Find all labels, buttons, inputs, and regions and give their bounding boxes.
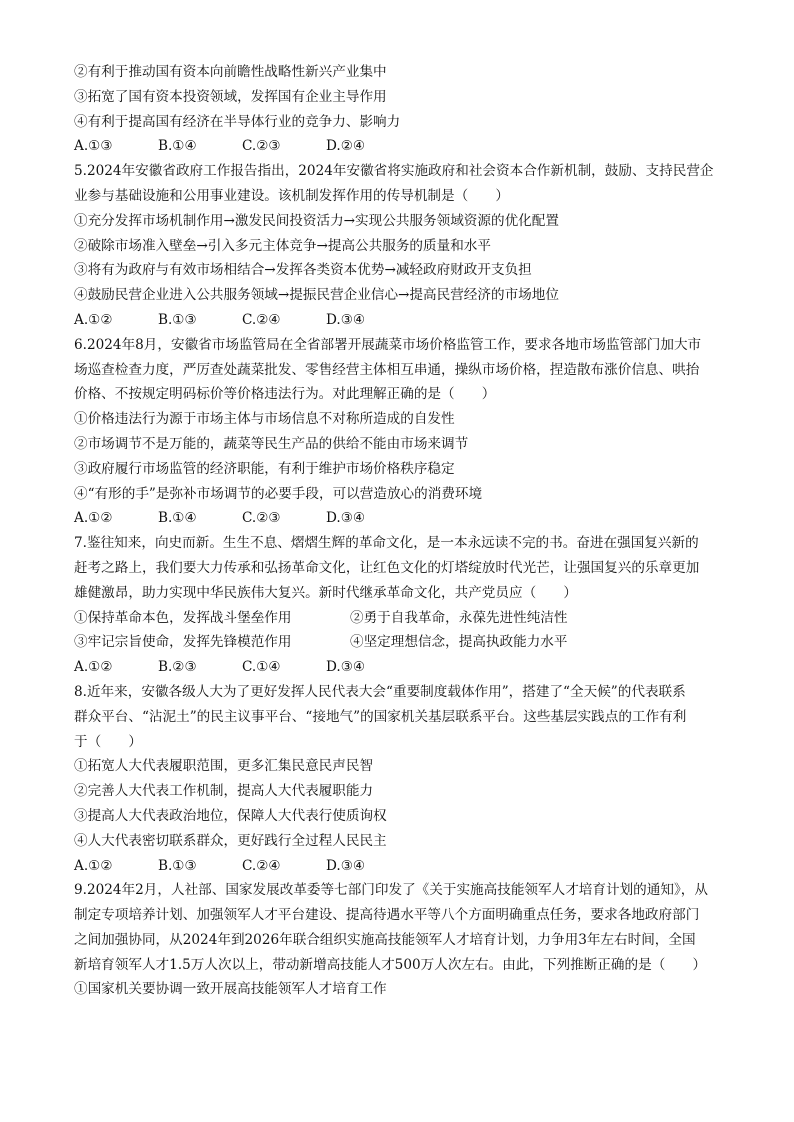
- choice-item: ④鼓励民营企业进入公共服务领域→提振民营企业信心→提高民营经济的市场地位: [74, 287, 559, 304]
- choice-item: ①价格违法行为源于市场主体与市场信息不对称所造成的自发性: [74, 411, 455, 428]
- question-stem: 之间加强协同，从2024年到2026年联合组织实施高技能领军人才培育计划，力争用3年左右时间，全国: [74, 931, 696, 948]
- option-d: D.③④: [326, 857, 366, 874]
- choice-item: ③将有为政府与有效市场相结合→发挥各类资本优势→减轻政府财政开支负担: [74, 262, 532, 279]
- choice-item: ①充分发挥市场机制作用→激发民间投资活力→实现公共服务领域资源的优化配置: [74, 212, 559, 229]
- choice-item: ①拓宽人大代表履职范围，更多汇集民意民声民智: [74, 758, 374, 775]
- choice-row: [74, 606, 724, 631]
- question-8: [74, 680, 724, 878]
- question-stem: 价格、不按规定明码标价等价格违法行为。对此理解正确的是（ ）: [74, 386, 496, 403]
- option-d: D.③④: [326, 311, 366, 328]
- choice-item: ④人大代表密切联系群众，更好践行全过程人民民主: [74, 832, 387, 849]
- question-7: [74, 531, 724, 680]
- option-b: B.①③: [158, 311, 197, 328]
- question-5: [74, 159, 724, 333]
- choice-item: ③提高人大代表政治地位，保障人大代表行使质询权: [74, 807, 387, 824]
- exam-page: [74, 60, 724, 1002]
- option-b: B.②③: [158, 659, 197, 676]
- option-b: B.①④: [158, 138, 197, 155]
- question-stem: 于（ ）: [74, 733, 142, 750]
- choice-item: ④有利于提高国有经济在半导体行业的竞争力、影响力: [74, 113, 401, 130]
- question-9: [74, 878, 724, 1002]
- option-d: D.②④: [326, 138, 366, 155]
- choice-item: ②勇于自我革命，永葆先进性纯洁性: [350, 609, 568, 626]
- question-stem: 8.近年来，安徽各级人大为了更好发挥人民代表大会“重要制度载体作用”，搭建了“全天候”的代表联系: [74, 683, 686, 700]
- choice-item: ①国家机关要协调一致开展高技能领军人才培育工作: [74, 981, 387, 998]
- option-c: C.②③: [242, 510, 281, 527]
- option-a: A.①②: [74, 311, 113, 328]
- option-a: A.①③: [74, 138, 113, 155]
- question-stem: 赶考之路上，我们要大力传承和弘扬革命文化，让红色文化的灯塔绽放时代光芒，让强国复兴的乐章更加: [74, 559, 700, 576]
- option-d: D.③④: [326, 659, 366, 676]
- question-stem: 9.2024年2月，人社部、国家发展改革委等七部门印发了《关于实施高技能领军人才培育计划的通知》，从: [74, 882, 708, 899]
- answer-options: [74, 854, 724, 879]
- option-c: C.②④: [242, 311, 281, 328]
- question-6: [74, 333, 724, 531]
- choice-item: ②完善人大代表工作机制，提高人大代表履职能力: [74, 783, 374, 800]
- option-a: A.①②: [74, 857, 113, 874]
- answer-options: [74, 134, 724, 159]
- choice-item: ④坚定理想信念，提高执政能力水平: [350, 634, 568, 651]
- option-b: B.①③: [158, 857, 197, 874]
- answer-options: [74, 308, 724, 333]
- question-stem: 业参与基础设施和公用事业建设。该机制发挥作用的传导机制是（ ）: [74, 187, 509, 204]
- option-c: C.①④: [242, 659, 281, 676]
- choice-item: ①保持革命本色，发挥战斗堡垒作用: [74, 609, 292, 626]
- question-4-tail: [74, 60, 724, 159]
- question-stem: 群众平台、“沾泥土”的民主议事平台、“接地气”的国家机关基层联系平台。这些基层实践点的工作有利: [74, 708, 687, 725]
- option-c: C.②③: [242, 138, 281, 155]
- choice-item: ③政府履行市场监管的经济职能，有利于维护市场价格秩序稳定: [74, 460, 455, 477]
- choice-item: ②有利于推动国有资本向前瞻性战略性新兴产业集中: [74, 64, 387, 80]
- question-stem: 制定专项培养计划、加强领军人才平台建设、提高待遇水平等八个方面明确重点任务，要求各地政府部门: [74, 907, 700, 924]
- option-c: C.②④: [242, 857, 281, 874]
- choice-item: ④“有形的手”是弥补市场调节的必要手段，可以营造放心的消费环境: [74, 485, 483, 502]
- option-d: D.③④: [326, 510, 366, 527]
- question-stem: 6.2024年8月，安徽省市场监管局在全省部署开展蔬菜市场价格监管工作，要求各地市场监管部门加大市: [74, 336, 702, 353]
- option-a: A.①②: [74, 659, 113, 676]
- question-stem: 7.鉴往知来，向史而新。生生不息、熠熠生辉的革命文化，是一本永远读不完的书。奋进在强国复兴新的: [74, 535, 699, 552]
- choice-item: ③拓宽了国有资本投资领域，发挥国有企业主导作用: [74, 88, 387, 105]
- question-stem: 场巡查检查力度，严厉查处蔬菜批发、零售经营主体相互串通，操纵市场价格，捏造散布涨价信息、哄抬: [74, 361, 700, 378]
- option-a: A.①②: [74, 510, 113, 527]
- choice-row: [74, 630, 724, 655]
- question-stem: 雄健激昂，助力实现中华民族伟大复兴。新时代继承革命文化，共产党员应（ ）: [74, 584, 577, 601]
- option-b: B.①④: [158, 510, 197, 527]
- choice-item: ③牢记宗旨使命，发挥先锋模范作用: [74, 634, 292, 651]
- question-stem: 5.2024年安徽省政府工作报告指出，2024年安徽省将实施政府和社会资本合作新机制，鼓励、支持民营企: [74, 163, 714, 180]
- answer-options: [74, 655, 724, 680]
- choice-item: ②市场调节不是万能的，蔬菜等民生产品的供给不能由市场来调节: [74, 435, 469, 452]
- choice-item: ②破除市场准入壁垒→引入多元主体竞争→提高公共服务的质量和水平: [74, 237, 491, 254]
- question-stem: 新培育领军人才1.5万人次以上，带动新增高技能人才500万人次左右。由此，下列推断正确的是（ ）: [74, 956, 707, 973]
- answer-options: [74, 506, 724, 531]
